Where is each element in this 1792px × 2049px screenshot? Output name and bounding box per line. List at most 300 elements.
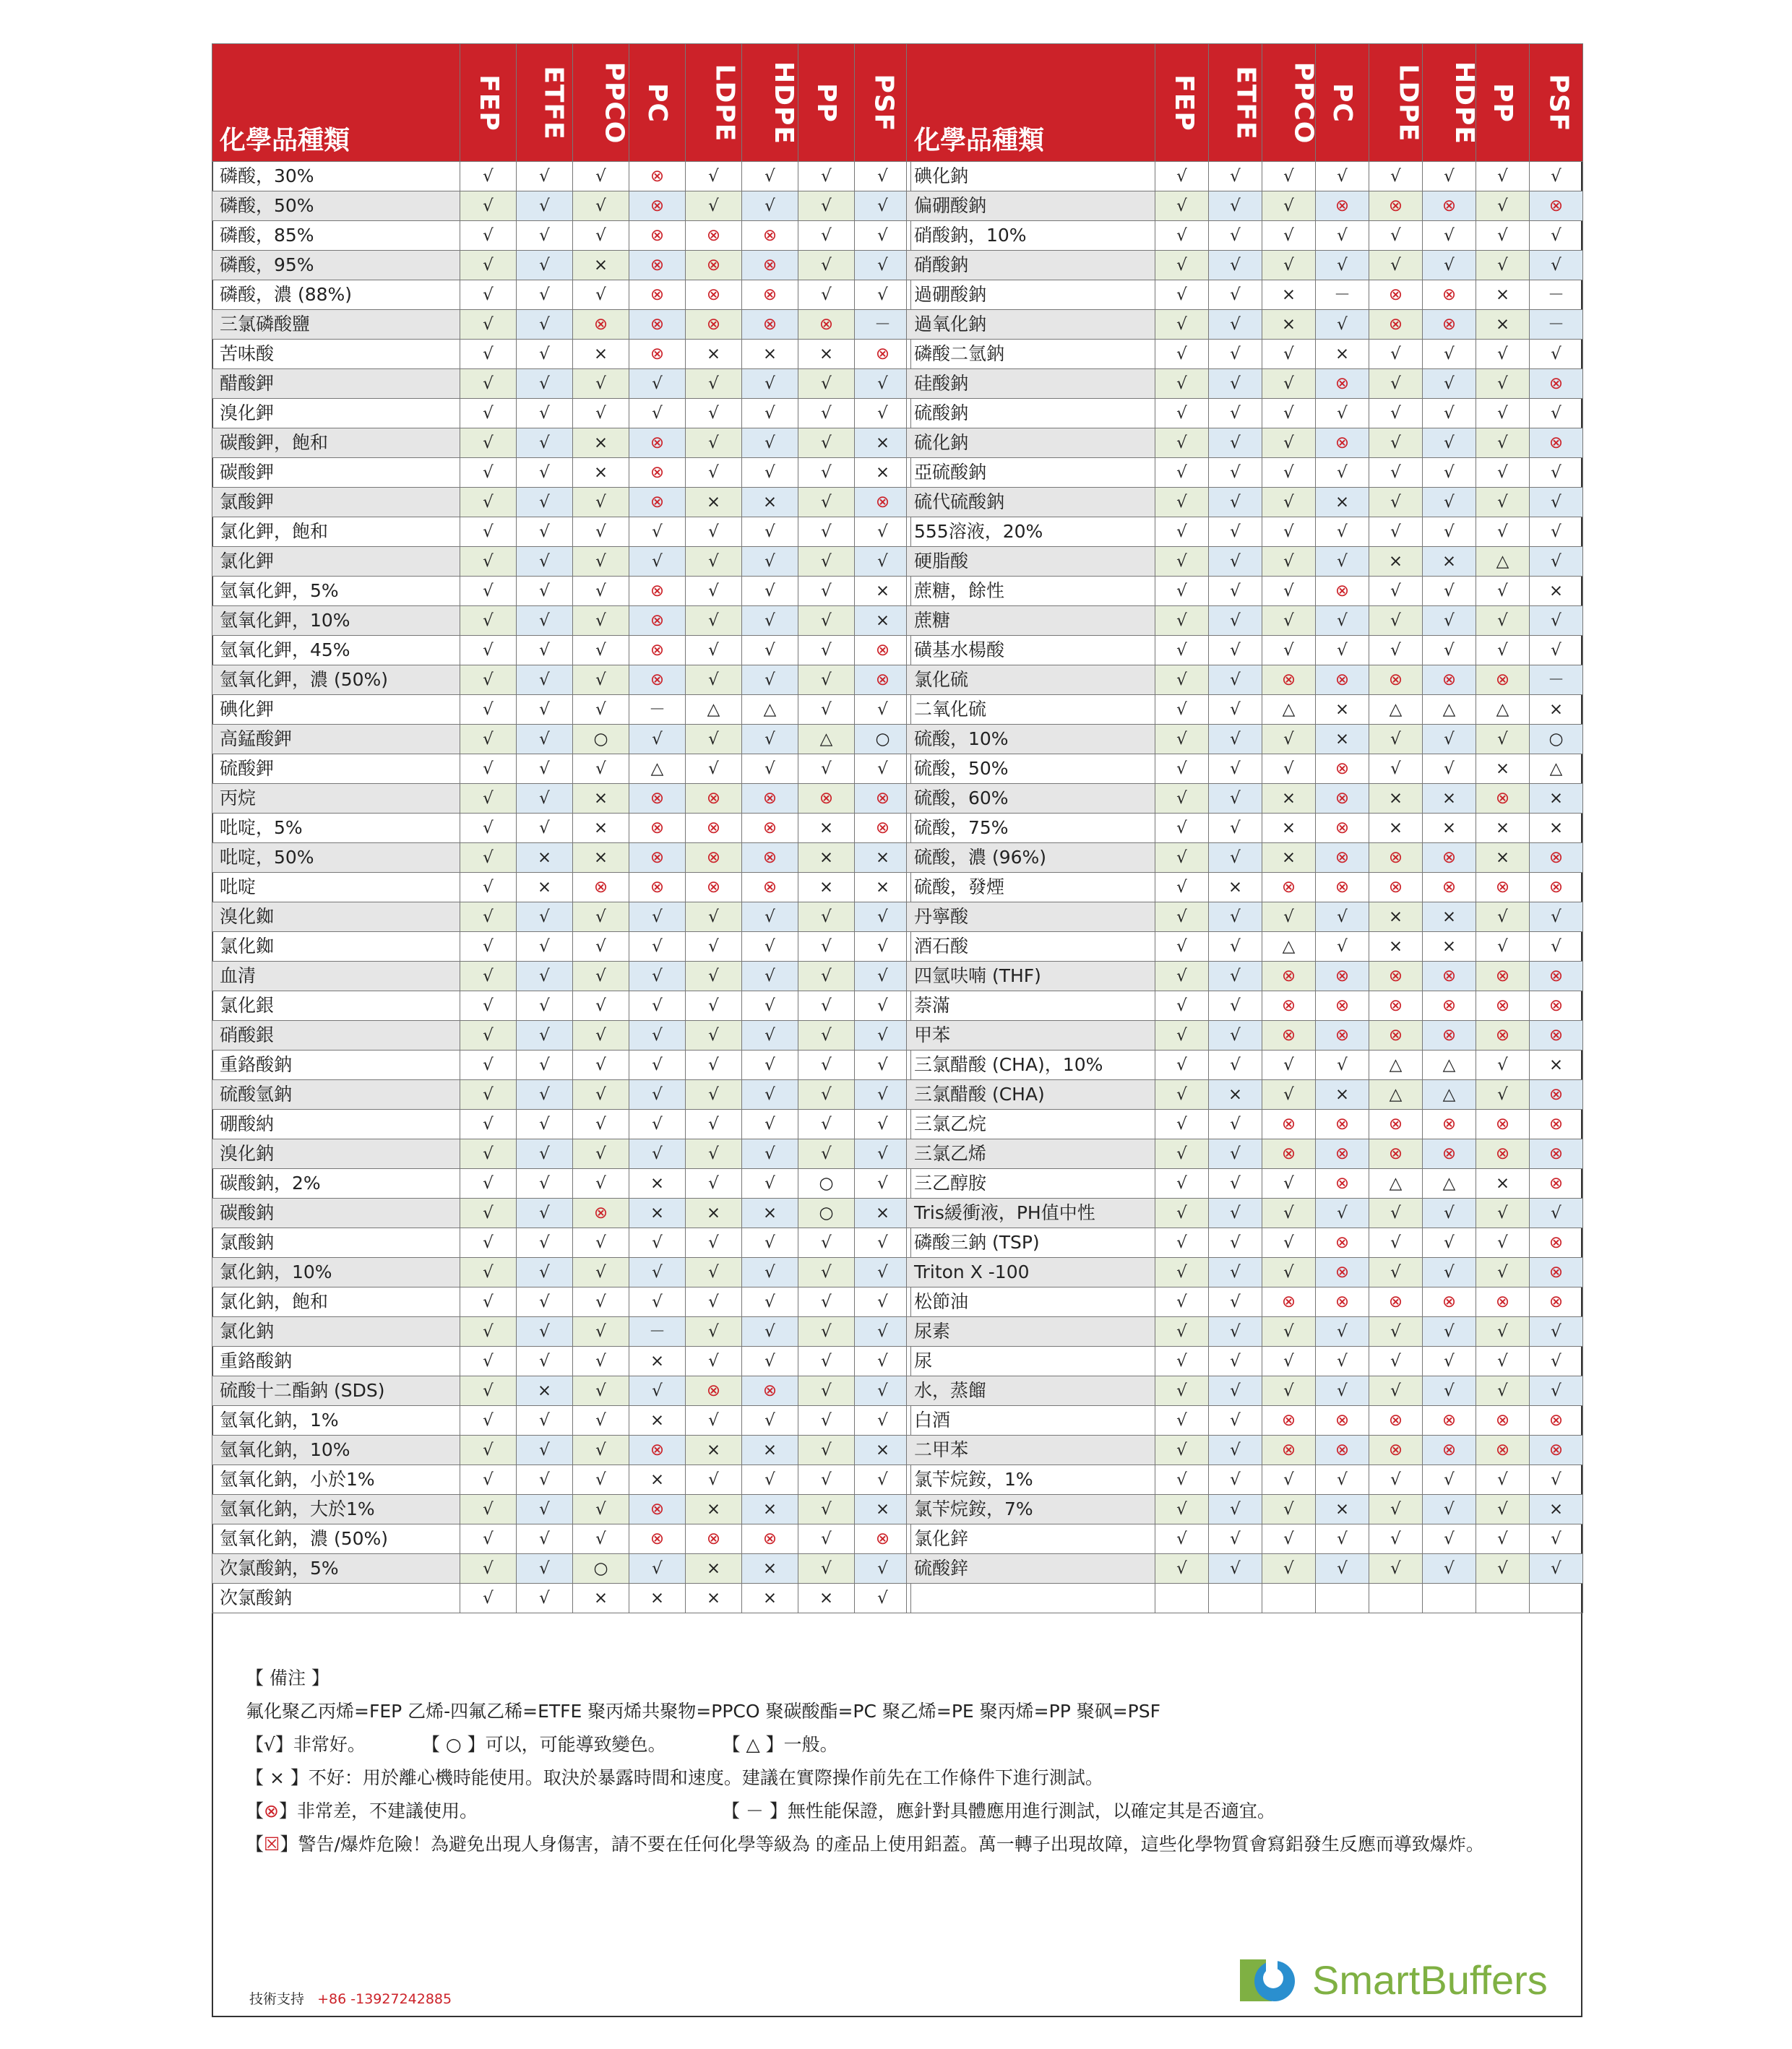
rating-cell-pp: √ — [798, 251, 855, 280]
rating-cell-ppco: × — [573, 784, 629, 814]
rating-cell-fep: √ — [460, 369, 517, 399]
rating-cell-ppco: √ — [573, 191, 629, 221]
rating-cell-fep: √ — [1155, 251, 1209, 280]
table-row — [212, 340, 911, 369]
rating-cell-pp: ○ — [798, 1169, 855, 1199]
rating-cell-ldpe: ⊗ — [1369, 1406, 1423, 1436]
rating-cell-etfe: √ — [517, 428, 573, 458]
rating-cell-etfe: √ — [1209, 1169, 1262, 1199]
rating-cell-ppco: √ — [573, 1080, 629, 1110]
rating-cell-etfe: √ — [517, 814, 573, 843]
rating-cell-ppco: √ — [1262, 399, 1316, 428]
legend-very-bad: 【⊗】非常差，不建議使用。 — [246, 1800, 478, 1821]
rating-cell-pp: √ — [1476, 1258, 1530, 1287]
rating-cell-fep: √ — [460, 606, 517, 636]
rating-cell-ldpe: ⊗ — [1369, 991, 1423, 1021]
chemical-name: 氯化鈉，10% — [212, 1258, 460, 1287]
rating-cell-psf: × — [855, 577, 911, 606]
rating-cell-pc — [1316, 1584, 1369, 1613]
rating-cell-ppco: ○ — [573, 725, 629, 754]
chemical-name: 硫酸，50% — [907, 754, 1155, 784]
rating-cell-fep: √ — [460, 251, 517, 280]
table-row — [907, 1169, 1583, 1199]
rating-cell-pc: √ — [1316, 221, 1369, 251]
compatibility-table-left — [212, 43, 911, 1613]
notes-abbreviations: 氟化聚乙丙烯=FEP 乙烯-四氟乙稀=ETFE 聚丙烯共聚物=PPCO 聚碳酸酯=PC 聚乙烯=PE 聚丙烯=PP 聚砜=PSF — [246, 1701, 1160, 1722]
rating-cell-hdpe: √ — [742, 1465, 798, 1495]
rating-cell-psf: √ — [1530, 1554, 1583, 1584]
rating-cell-etfe: √ — [517, 695, 573, 725]
rating-cell-pp: ⊗ — [1476, 1021, 1530, 1051]
rating-cell-hdpe: √ — [742, 1317, 798, 1347]
rating-cell-psf: √ — [1530, 488, 1583, 517]
rating-cell-psf: √ — [1530, 1465, 1583, 1495]
rating-cell-fep — [1155, 1584, 1209, 1613]
rating-cell-fep: √ — [1155, 399, 1209, 428]
rating-cell-hdpe — [1423, 1584, 1476, 1613]
rating-cell-pp: √ — [798, 369, 855, 399]
rating-cell-pp: △ — [1476, 695, 1530, 725]
rating-cell-fep: √ — [460, 991, 517, 1021]
chemical-name: 555溶液，20% — [907, 517, 1155, 547]
rating-cell-hdpe: √ — [742, 1051, 798, 1080]
rating-cell-etfe: √ — [1209, 1110, 1262, 1139]
rating-cell-etfe: √ — [517, 1051, 573, 1080]
rating-cell-hdpe: √ — [742, 665, 798, 695]
rating-cell-etfe: √ — [517, 1287, 573, 1317]
table-row — [212, 991, 911, 1021]
table-row — [907, 991, 1583, 1021]
rating-cell-pp: √ — [1476, 162, 1530, 191]
rating-cell-pp: √ — [1476, 458, 1530, 488]
rating-cell-ppco: √ — [573, 221, 629, 251]
chemical-name: 二氧化硫 — [907, 695, 1155, 725]
chemical-name: 硫酸鋅 — [907, 1554, 1155, 1584]
rating-cell-ldpe: √ — [686, 665, 742, 695]
rating-cell-fep: √ — [1155, 606, 1209, 636]
rating-cell-pc: ⊗ — [1316, 1436, 1369, 1465]
rating-cell-psf: ⊗ — [1530, 1110, 1583, 1139]
rating-cell-etfe: √ — [1209, 488, 1262, 517]
rating-cell-etfe: √ — [517, 1021, 573, 1051]
rating-cell-ppco: √ — [1262, 1317, 1316, 1347]
rating-cell-ppco: ⊗ — [1262, 1406, 1316, 1436]
rating-cell-pc: ⊗ — [1316, 1169, 1369, 1199]
rating-cell-pc: √ — [629, 517, 686, 547]
rating-cell-psf: × — [855, 1436, 911, 1465]
rating-cell-etfe: √ — [1209, 991, 1262, 1021]
column-header-ldpe: LDPE — [686, 44, 742, 162]
chemical-name: 白酒 — [907, 1406, 1155, 1436]
rating-cell-pc: √ — [629, 1051, 686, 1080]
rating-cell-ldpe: × — [1369, 902, 1423, 932]
rating-cell-ppco: √ — [573, 1317, 629, 1347]
rating-cell-ppco: √ — [573, 695, 629, 725]
table-row — [212, 1258, 911, 1287]
rating-cell-ppco: × — [573, 428, 629, 458]
chemical-name: 松節油 — [907, 1287, 1155, 1317]
rating-cell-ppco: √ — [573, 1051, 629, 1080]
rating-cell-pc: ⊗ — [1316, 873, 1369, 902]
rating-cell-pp: √ — [798, 458, 855, 488]
table-row — [907, 902, 1583, 932]
rating-cell-fep: √ — [1155, 162, 1209, 191]
chemical-name: 三氯醋酸 (CHA)，10% — [907, 1051, 1155, 1080]
rating-cell-pp: × — [1476, 310, 1530, 340]
rating-cell-etfe: √ — [517, 754, 573, 784]
rating-cell-etfe: × — [1209, 873, 1262, 902]
rating-cell-ppco: × — [1262, 310, 1316, 340]
rating-cell-hdpe: ⊗ — [742, 1524, 798, 1554]
rating-cell-ldpe: √ — [1369, 369, 1423, 399]
rating-cell-etfe: √ — [1209, 1554, 1262, 1584]
rating-cell-psf: √ — [1530, 606, 1583, 636]
chemical-name: 碳酸鉀 — [212, 458, 460, 488]
chemical-type-header: 化學品種類 — [907, 44, 1155, 162]
table-row — [907, 1258, 1583, 1287]
chemical-name: 硝酸鈉 — [907, 251, 1155, 280]
rating-cell-fep: √ — [460, 428, 517, 458]
rating-cell-psf: √ — [1530, 1524, 1583, 1554]
rating-cell-fep: √ — [1155, 340, 1209, 369]
rating-cell-etfe: √ — [517, 1080, 573, 1110]
rating-cell-ppco: × — [1262, 280, 1316, 310]
rating-cell-psf: ⊗ — [1530, 1021, 1583, 1051]
rating-cell-etfe: √ — [517, 547, 573, 577]
chemical-name: 氫氧化鈉，10% — [212, 1436, 460, 1465]
rating-cell-fep: √ — [460, 1406, 517, 1436]
rating-cell-fep: √ — [1155, 695, 1209, 725]
rating-cell-psf: √ — [855, 369, 911, 399]
tech-support-label: 技術支持 — [249, 1991, 305, 2007]
rating-cell-etfe: √ — [1209, 902, 1262, 932]
rating-cell-psf: √ — [855, 1051, 911, 1080]
rating-cell-pc: √ — [629, 1110, 686, 1139]
rating-cell-pc: ⊗ — [629, 1495, 686, 1524]
chemical-name: 氫氧化鉀，5% — [212, 577, 460, 606]
rating-cell-etfe: √ — [517, 340, 573, 369]
chemical-name: 亞硫酸鈉 — [907, 458, 1155, 488]
rating-cell-pc: － — [629, 695, 686, 725]
chemical-name: 氫氧化鈉，大於1% — [212, 1495, 460, 1524]
rating-cell-pp: √ — [1476, 340, 1530, 369]
rating-cell-hdpe: √ — [742, 991, 798, 1021]
rating-cell-fep: √ — [1155, 458, 1209, 488]
rating-cell-ppco: ⊗ — [1262, 1287, 1316, 1317]
rating-cell-pp: ⊗ — [1476, 1110, 1530, 1139]
table-row — [212, 428, 911, 458]
rating-cell-fep: √ — [1155, 991, 1209, 1021]
rating-cell-pc: √ — [1316, 932, 1369, 962]
rating-cell-psf: √ — [1530, 1376, 1583, 1406]
rating-cell-pc: √ — [1316, 1347, 1369, 1376]
rating-cell-ppco: √ — [1262, 340, 1316, 369]
chemical-name: 磷酸，95% — [212, 251, 460, 280]
rating-cell-ppco: √ — [573, 1110, 629, 1139]
rating-cell-pp: √ — [1476, 428, 1530, 458]
rating-cell-etfe: √ — [1209, 932, 1262, 962]
rating-cell-pc: √ — [1316, 1051, 1369, 1080]
rating-cell-ldpe: √ — [1369, 340, 1423, 369]
rating-cell-pp: √ — [798, 1080, 855, 1110]
rating-cell-etfe: √ — [517, 902, 573, 932]
rating-cell-pp: √ — [1476, 488, 1530, 517]
rating-cell-pp: × — [1476, 1169, 1530, 1199]
rating-cell-fep: √ — [460, 1228, 517, 1258]
rating-cell-ppco: √ — [1262, 725, 1316, 754]
rating-cell-hdpe: √ — [1423, 1199, 1476, 1228]
table-row — [212, 725, 911, 754]
column-header-pc: PC — [1316, 44, 1369, 162]
rating-cell-etfe — [1209, 1584, 1262, 1613]
rating-cell-fep: √ — [460, 665, 517, 695]
rating-cell-hdpe: √ — [1423, 754, 1476, 784]
rating-cell-fep: √ — [460, 1051, 517, 1080]
rating-cell-ppco: × — [573, 251, 629, 280]
rating-cell-ldpe: √ — [1369, 606, 1423, 636]
rating-cell-ppco: √ — [573, 1495, 629, 1524]
rating-cell-hdpe: × — [1423, 932, 1476, 962]
rating-cell-etfe: √ — [1209, 1258, 1262, 1287]
table-row — [212, 754, 911, 784]
chemical-name: 磺基水楊酸 — [907, 636, 1155, 665]
rating-cell-etfe: √ — [517, 1406, 573, 1436]
rating-cell-ppco: √ — [573, 902, 629, 932]
table-row — [212, 1347, 911, 1376]
rating-cell-pp: √ — [1476, 1465, 1530, 1495]
table-row — [907, 873, 1583, 902]
rating-cell-pc: ⊗ — [629, 162, 686, 191]
chemical-name: 氯化鈉 — [212, 1317, 460, 1347]
rating-cell-pc: √ — [629, 1021, 686, 1051]
rating-cell-pc: √ — [1316, 606, 1369, 636]
rating-cell-pp: √ — [798, 1110, 855, 1139]
rating-cell-fep: √ — [460, 1139, 517, 1169]
rating-cell-hdpe: √ — [1423, 1317, 1476, 1347]
rating-cell-ppco: √ — [573, 962, 629, 991]
rating-cell-pc: ⊗ — [629, 428, 686, 458]
rating-cell-pc: √ — [1316, 1554, 1369, 1584]
rating-cell-pp: √ — [798, 1406, 855, 1436]
table-row — [212, 695, 911, 725]
rating-cell-psf: ⊗ — [1530, 843, 1583, 873]
column-header-ppco: PPCO — [573, 44, 629, 162]
rating-cell-ldpe: √ — [686, 517, 742, 547]
rating-cell-ldpe: × — [686, 1199, 742, 1228]
rating-cell-fep: √ — [1155, 1317, 1209, 1347]
rating-cell-pp: √ — [798, 162, 855, 191]
table-row — [212, 932, 911, 962]
rating-cell-psf: ⊗ — [855, 636, 911, 665]
rating-cell-psf: √ — [855, 399, 911, 428]
rating-cell-etfe: √ — [1209, 191, 1262, 221]
legend-no-guarantee: 【 － 】無性能保證，應針對具體應用進行測試，以確定其是否適宜。 — [721, 1800, 1275, 1821]
table-row — [907, 843, 1583, 873]
chemical-name: 三氯磷酸鹽 — [212, 310, 460, 340]
table-row — [212, 1465, 911, 1495]
logo-wordmark: SmartBuffers — [1312, 1957, 1548, 2003]
chemical-name: 三氯乙烯 — [907, 1139, 1155, 1169]
rating-cell-etfe: √ — [517, 1139, 573, 1169]
rating-cell-hdpe: √ — [742, 1258, 798, 1287]
rating-cell-pp: √ — [798, 547, 855, 577]
rating-cell-pc: √ — [1316, 251, 1369, 280]
rating-cell-ldpe: √ — [686, 1021, 742, 1051]
table-row — [212, 1376, 911, 1406]
rating-cell-pp: ⊗ — [1476, 962, 1530, 991]
rating-cell-ppco: × — [573, 843, 629, 873]
rating-cell-hdpe: ⊗ — [1423, 310, 1476, 340]
rating-cell-psf: √ — [1530, 399, 1583, 428]
rating-cell-ppco: √ — [573, 932, 629, 962]
rating-cell-hdpe: √ — [742, 428, 798, 458]
rating-cell-ldpe: △ — [1369, 1051, 1423, 1080]
rating-cell-ldpe: × — [686, 1436, 742, 1465]
table-row — [907, 458, 1583, 488]
table-row — [212, 577, 911, 606]
rating-cell-psf: √ — [855, 1317, 911, 1347]
table-row — [212, 902, 911, 932]
rating-cell-pp: ○ — [798, 1199, 855, 1228]
rating-cell-etfe: √ — [517, 577, 573, 606]
rating-cell-fep: √ — [460, 162, 517, 191]
rating-cell-ppco: √ — [1262, 1554, 1316, 1584]
rating-cell-fep: √ — [460, 488, 517, 517]
rating-cell-ldpe: √ — [1369, 517, 1423, 547]
rating-cell-psf: √ — [855, 1228, 911, 1258]
chemical-name: Triton X -100 — [907, 1258, 1155, 1287]
rating-cell-ldpe: ⊗ — [686, 221, 742, 251]
rating-cell-pp: √ — [1476, 1080, 1530, 1110]
rating-cell-fep: √ — [1155, 1258, 1209, 1287]
chemical-name: 蔗糖 — [907, 606, 1155, 636]
rating-cell-etfe: √ — [1209, 1406, 1262, 1436]
rating-cell-psf: √ — [855, 1080, 911, 1110]
rating-cell-psf: √ — [855, 1021, 911, 1051]
rating-cell-psf: √ — [855, 1347, 911, 1376]
rating-cell-etfe: √ — [517, 1199, 573, 1228]
rating-cell-fep: √ — [460, 399, 517, 428]
rating-cell-ldpe: √ — [686, 1110, 742, 1139]
rating-cell-pp: √ — [798, 1554, 855, 1584]
chemical-name: 碘化鈉 — [907, 162, 1155, 191]
table-row — [907, 1524, 1583, 1554]
table-row — [907, 932, 1583, 962]
rating-cell-pp: √ — [1476, 1051, 1530, 1080]
chemical-name: 硫酸，60% — [907, 784, 1155, 814]
table-row — [907, 340, 1583, 369]
chemical-name: 溴化鉀 — [212, 399, 460, 428]
table-row — [212, 1584, 911, 1613]
rating-cell-ldpe: × — [686, 340, 742, 369]
rating-cell-hdpe: √ — [742, 517, 798, 547]
rating-cell-pc: √ — [629, 547, 686, 577]
rating-cell-fep: √ — [1155, 369, 1209, 399]
rating-cell-etfe: × — [517, 1376, 573, 1406]
rating-cell-ldpe: √ — [686, 428, 742, 458]
rating-cell-ldpe: √ — [686, 754, 742, 784]
rating-cell-hdpe: √ — [742, 1406, 798, 1436]
chemical-name: 硫酸，10% — [907, 725, 1155, 754]
rating-cell-ppco: ⊗ — [1262, 665, 1316, 695]
rating-cell-pc: √ — [629, 962, 686, 991]
rating-cell-ppco: ⊗ — [1262, 991, 1316, 1021]
rating-cell-ldpe: √ — [1369, 399, 1423, 428]
rating-cell-ppco: √ — [1262, 1228, 1316, 1258]
rating-cell-ppco: √ — [1262, 428, 1316, 458]
rating-cell-pp: √ — [798, 1436, 855, 1465]
rating-cell-psf: √ — [1530, 251, 1583, 280]
rating-cell-hdpe: √ — [1423, 340, 1476, 369]
chemical-name: 硫酸，發煙 — [907, 873, 1155, 902]
rating-cell-etfe: √ — [1209, 1287, 1262, 1317]
rating-cell-pc: ⊗ — [1316, 1258, 1369, 1287]
rating-cell-pc: ⊗ — [1316, 1110, 1369, 1139]
rating-cell-ppco: √ — [573, 1347, 629, 1376]
table-row — [907, 191, 1583, 221]
rating-cell-psf: √ — [855, 695, 911, 725]
table-row — [907, 547, 1583, 577]
table-row — [907, 1199, 1583, 1228]
rating-cell-pp: × — [798, 340, 855, 369]
rating-cell-fep: √ — [460, 932, 517, 962]
rating-cell-hdpe: √ — [1423, 577, 1476, 606]
rating-cell-ldpe: √ — [686, 1139, 742, 1169]
table-row — [907, 488, 1583, 517]
rating-cell-pp: √ — [798, 399, 855, 428]
rating-cell-hdpe: × — [742, 1199, 798, 1228]
rating-cell-hdpe: √ — [1423, 428, 1476, 458]
rating-cell-pc: √ — [1316, 517, 1369, 547]
rating-cell-hdpe: √ — [742, 1287, 798, 1317]
rating-cell-pc: × — [1316, 695, 1369, 725]
rating-cell-pc: ⊗ — [1316, 1287, 1369, 1317]
rating-cell-hdpe: √ — [742, 962, 798, 991]
rating-cell-fep: √ — [1155, 902, 1209, 932]
rating-cell-etfe: √ — [517, 932, 573, 962]
rating-cell-hdpe: ⊗ — [1423, 191, 1476, 221]
rating-cell-ldpe: ⊗ — [1369, 1436, 1423, 1465]
rating-cell-fep: √ — [460, 517, 517, 547]
rating-cell-ldpe: × — [686, 1495, 742, 1524]
rating-cell-ldpe: √ — [1369, 754, 1423, 784]
rating-cell-pp: △ — [1476, 547, 1530, 577]
chemical-name: 尿 — [907, 1347, 1155, 1376]
rating-cell-psf: ⊗ — [1530, 1169, 1583, 1199]
rating-cell-ppco: √ — [1262, 902, 1316, 932]
rating-cell-etfe: √ — [1209, 1465, 1262, 1495]
rating-cell-ppco: √ — [573, 399, 629, 428]
rating-cell-hdpe: √ — [1423, 636, 1476, 665]
rating-cell-psf: － — [855, 310, 911, 340]
rating-cell-pp: √ — [798, 932, 855, 962]
rating-cell-psf: √ — [855, 1258, 911, 1287]
rating-cell-etfe: √ — [517, 1524, 573, 1554]
table-row — [907, 1465, 1583, 1495]
rating-cell-fep: √ — [1155, 1554, 1209, 1584]
table-row — [907, 636, 1583, 665]
rating-cell-ppco: √ — [573, 1139, 629, 1169]
rating-cell-ldpe: × — [1369, 547, 1423, 577]
rating-cell-fep: √ — [1155, 488, 1209, 517]
rating-cell-ldpe: × — [686, 1584, 742, 1613]
rating-cell-psf: √ — [855, 547, 911, 577]
chemical-name: 吡啶，5% — [212, 814, 460, 843]
table-row — [212, 1406, 911, 1436]
rating-cell-ldpe: ⊗ — [1369, 843, 1423, 873]
chemical-name: 硫代硫酸鈉 — [907, 488, 1155, 517]
rating-cell-hdpe: ⊗ — [1423, 665, 1476, 695]
